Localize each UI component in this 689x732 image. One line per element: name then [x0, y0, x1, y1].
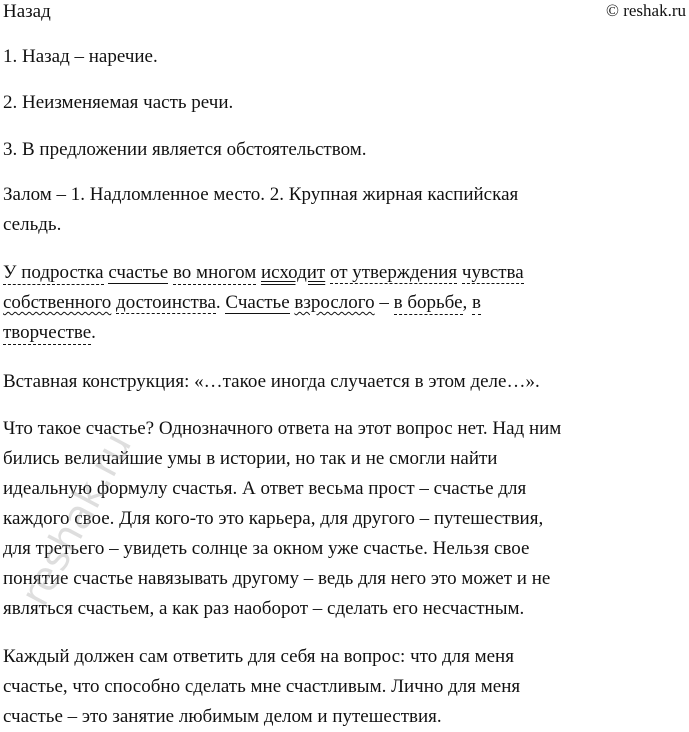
object-word: чувства [461, 262, 524, 283]
parse-line-3: 3. В предложении является обстоятельством. [3, 139, 367, 160]
sentence-line-2: собственного достоинства. Счастье взрослого – в борьбе, в [3, 292, 481, 313]
page-title: Назад [3, 1, 51, 22]
adverbial-word: в борьбе [393, 292, 463, 313]
parse-line-1: 1. Назад – наречие. [3, 46, 158, 67]
adverbial-word: во многом [172, 262, 257, 283]
predicate-word: исходит [260, 262, 326, 283]
watermark: reshak.ru [12, 425, 142, 614]
sentence-line-1 [3, 258, 686, 288]
essay-line: каждого свое. Для кого-то это карьера, для другого – путешествия, [3, 508, 544, 529]
sentence-analysis [3, 258, 686, 348]
essay-line: понятие счастье навязывать другому – ведь для него это может и не [3, 568, 551, 589]
adverbial-word: творчестве [3, 322, 92, 343]
essay-line: счастье – это занятие любимым делом и путешествия. [3, 706, 442, 727]
definition-paragraph [3, 180, 686, 240]
essay-paragraph-2 [3, 642, 686, 732]
object-word: достоинства [116, 292, 216, 313]
essay-line: Каждый должен сам ответить для себя на вопрос: что для меня [3, 646, 514, 667]
essay-line: Что такое счастье? Однозначного ответа на этот вопрос нет. Над ним [3, 418, 562, 439]
parse-line-2: 2. Неизменяемая часть речи. [3, 92, 234, 113]
attribute-word: взрослого [294, 292, 375, 313]
essay-paragraph-1 [3, 414, 686, 624]
object-word: от утверждения [329, 262, 458, 283]
subject-word: счастье [108, 262, 169, 283]
adverbial-word: У подростка [3, 262, 104, 283]
essay-line: для третьего – увидеть солнце за окном уже счастье. Нельзя свое [3, 538, 530, 559]
definition-line-1: Залом – 1. Надломленное место. 2. Крупная жирная каспийская [3, 184, 519, 205]
essay-line: счастье, что способно сделать мне счастливым. Лично для меня [3, 676, 521, 697]
brand-label: © reshak.ru [606, 1, 686, 20]
definition-line-2: сельдь. [3, 214, 62, 235]
attribute-word: собственного [3, 292, 112, 313]
sentence-line-3: творчестве. [3, 322, 96, 343]
essay-line: идеальную формулу счастья. А ответ весьма прост – счастье для [3, 478, 527, 499]
essay-line: бились величайшие умы в истории, но так и не смогли найти [3, 448, 498, 469]
essay-line: являться счастьем, а как раз наоборот – сделать его несчастным. [3, 598, 525, 619]
subject-word: Счастье [225, 292, 290, 313]
adverbial-word: в [472, 292, 481, 313]
inserted-construction: Вставная конструкция: «…такое иногда случается в этом деле…». [3, 371, 540, 392]
